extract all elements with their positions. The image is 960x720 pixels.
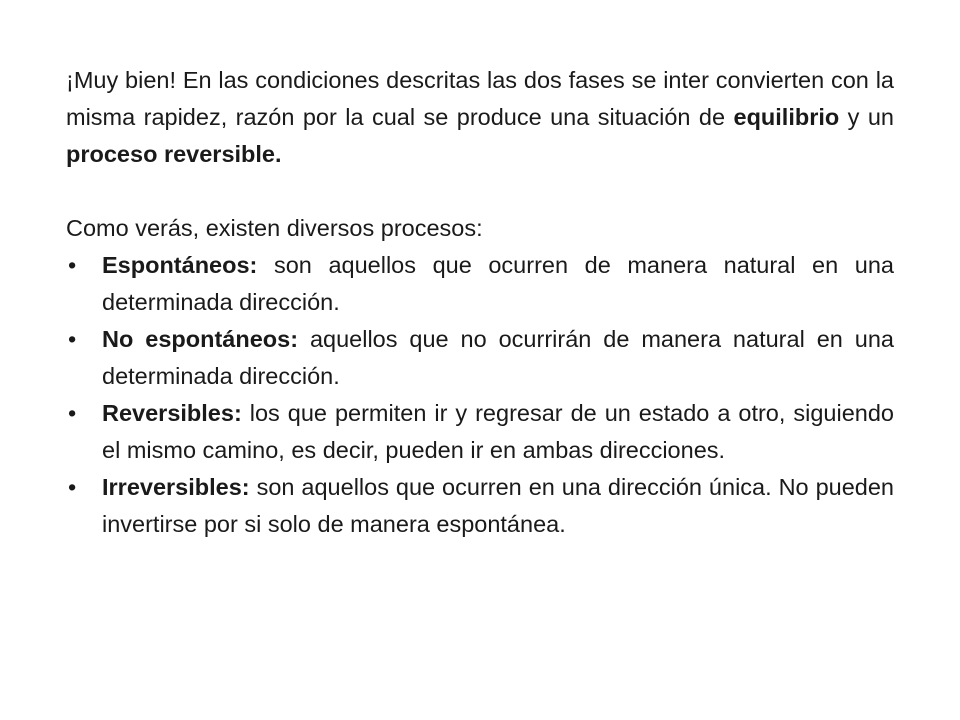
term-label: Irreversibles: <box>102 474 250 500</box>
intro-paragraph <box>66 62 894 173</box>
lead-paragraph: Como verás, existen diversos procesos: <box>66 215 483 241</box>
list-item-espontaneos <box>66 247 894 321</box>
bullet-icon: • <box>68 474 77 500</box>
list-item-no-espontaneos <box>66 321 894 395</box>
term-label: No espontáneos: <box>102 326 299 352</box>
term-label: Reversibles: <box>102 400 242 426</box>
term-description: son aquellos que ocurren de manera natural en una determinada dirección. <box>102 252 894 315</box>
term-description: aquellos que no ocurrirán de manera natural en una determinada dirección. <box>102 326 894 389</box>
bullet-icon: • <box>68 400 77 426</box>
term-description: son aquellos que ocurren en una dirección única. No pueden invertirse por si solo de manera espontánea. <box>102 474 894 537</box>
process-list <box>66 247 894 543</box>
intro-bold-equilibrio: equilibrio <box>733 104 840 130</box>
list-item-irreversibles <box>66 469 894 543</box>
list-item-reversibles <box>66 395 894 469</box>
bullet-icon: • <box>68 326 77 352</box>
bullet-icon: • <box>68 252 77 278</box>
intro-bold-proceso-reversible: proceso reversible. <box>66 141 282 167</box>
paragraph-spacer <box>66 173 894 210</box>
term-description: los que permiten ir y regresar de un estado a otro, siguiendo el mismo camino, es decir, pueden ir en ambas direcciones. <box>102 400 894 463</box>
slide-content <box>66 62 894 543</box>
intro-text-1: ¡Muy bien! En las condiciones descritas las dos fases se inter convierten con la misma rapidez, razón por la cual se produce una situación de <box>66 67 894 130</box>
intro-text-2: y un <box>839 104 894 130</box>
term-label: Espontáneos: <box>102 252 258 278</box>
